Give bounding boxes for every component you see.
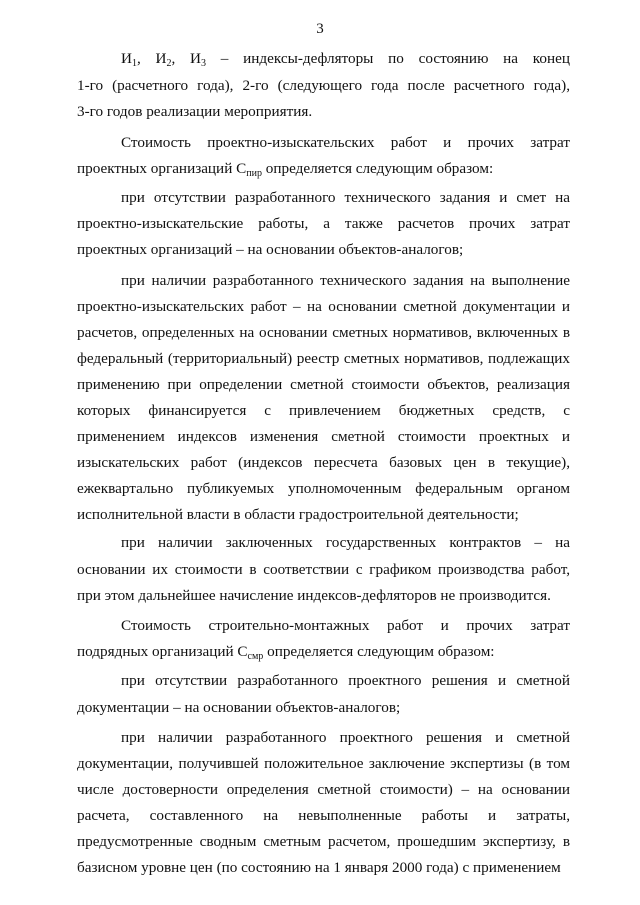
- subscript: 1: [131, 58, 137, 69]
- text-line: [121, 671, 570, 691]
- text-run: применением индексов изменения сметной стоимости проектных и: [77, 428, 570, 445]
- text-run: проектно-изыскательских работ – на основании сметной документации и: [77, 298, 570, 315]
- text-run: применению при определении сметной стоимости объектов, реализация: [77, 376, 570, 393]
- text-run: предусмотренные сводным сметным расчетом, прошедшим экспертизу, в: [77, 833, 570, 850]
- text-run: проектных организаций С: [77, 160, 247, 177]
- text-run: базисном уровне цен (по состоянию на 1 января 2000 года) с применением: [77, 859, 561, 876]
- text-line: [77, 240, 463, 260]
- text-run: изыскательских работ (индексов пересчета базовых цен в текущие),: [77, 454, 570, 471]
- text-line: [77, 560, 570, 580]
- text-run: 3-го годов реализации мероприятия.: [77, 103, 313, 120]
- text-line: [77, 698, 400, 718]
- subscript: 2: [166, 58, 172, 69]
- subscript: 3: [201, 58, 207, 69]
- text-line: [77, 505, 519, 525]
- text-run: при этом дальнейшее начисление индексов-дефляторов не производится.: [77, 587, 551, 604]
- text-run: Стоимость проектно-изыскательских работ и прочих затрат: [121, 134, 570, 151]
- text-line: [121, 728, 570, 748]
- text-run: числе достоверности определения сметной стоимости) – на основании: [77, 781, 570, 798]
- text-line: [121, 49, 570, 69]
- text-run: которых финансируется с привлечением бюджетных средств, с: [77, 402, 570, 419]
- text-line: [77, 806, 570, 826]
- text-run: расчета, составленного на невыполненные работы и затраты,: [77, 807, 570, 824]
- text-line: [77, 586, 551, 606]
- text-line: [77, 102, 312, 122]
- subscript: смр: [247, 651, 264, 662]
- text-line: [121, 533, 570, 553]
- text-line: [77, 642, 495, 662]
- text-line: [77, 375, 570, 395]
- text-run: 1-го (расчетного года), 2-го (следующего года после расчетного года),: [77, 77, 570, 94]
- text-run: при отсутствии разработанного технического задания и смет на: [121, 189, 570, 206]
- text-line: [77, 858, 561, 878]
- text-line: [77, 76, 570, 96]
- subscript: пир: [246, 168, 262, 179]
- text-line: [121, 188, 570, 208]
- text-run: проектных организаций – на основании объектов-аналогов;: [77, 241, 464, 258]
- text-run: при наличии разработанного технического задания на выполнение: [121, 272, 570, 289]
- text-run: основании их стоимости в соответствии с графиком производства работ,: [77, 561, 570, 578]
- text-run: , И: [136, 50, 167, 67]
- text-line: [77, 427, 570, 447]
- text-line: [77, 401, 570, 421]
- text-run: расчетов, определенных на основании сметных нормативов, включенных в: [77, 324, 570, 341]
- text-run: ежеквартально публикуемых уполномоченным федеральным органом: [77, 480, 570, 497]
- text-run: документации, получившей положительное заключение экспертизы (в том: [77, 755, 570, 772]
- text-run: при отсутствии разработанного проектного решения и сметной: [121, 672, 570, 689]
- text-run: исполнительной власти в области градостроительной деятельности;: [77, 506, 519, 523]
- text-run: – индексы-дефляторы по состоянию на конец: [206, 50, 570, 67]
- text-line: [121, 616, 570, 636]
- text-run: И: [121, 50, 132, 67]
- text-line: [77, 323, 570, 343]
- text-run: при наличии заключенных государственных контрактов – на: [121, 534, 570, 551]
- text-run: подрядных организаций С: [77, 643, 248, 660]
- text-line: [121, 271, 570, 291]
- text-line: [77, 349, 570, 369]
- text-line: [77, 754, 570, 774]
- text-line: [77, 832, 570, 852]
- text-line: [77, 297, 570, 317]
- text-line: [77, 479, 570, 499]
- text-run: , И: [171, 50, 202, 67]
- text-line: [77, 159, 493, 179]
- text-line: [121, 133, 570, 153]
- text-run: Стоимость строительно-монтажных работ и прочих затрат: [121, 617, 570, 634]
- text-line: [77, 453, 570, 473]
- text-line: [77, 780, 570, 800]
- text-run: определяется следующим образом:: [263, 643, 495, 660]
- text-run: проектно-изыскательские работы, а также расчетов прочих затрат: [77, 215, 570, 232]
- text-run: определяется следующим образом:: [261, 160, 494, 177]
- page-number: 3: [316, 21, 324, 37]
- text-run: документации – на основании объектов-аналогов;: [77, 699, 401, 716]
- text-line: [77, 214, 570, 234]
- text-run: при наличии разработанного проектного решения и сметной: [121, 729, 570, 746]
- text-run: федеральный (территориальный) реестр сметных нормативов, подлежащих: [77, 350, 570, 367]
